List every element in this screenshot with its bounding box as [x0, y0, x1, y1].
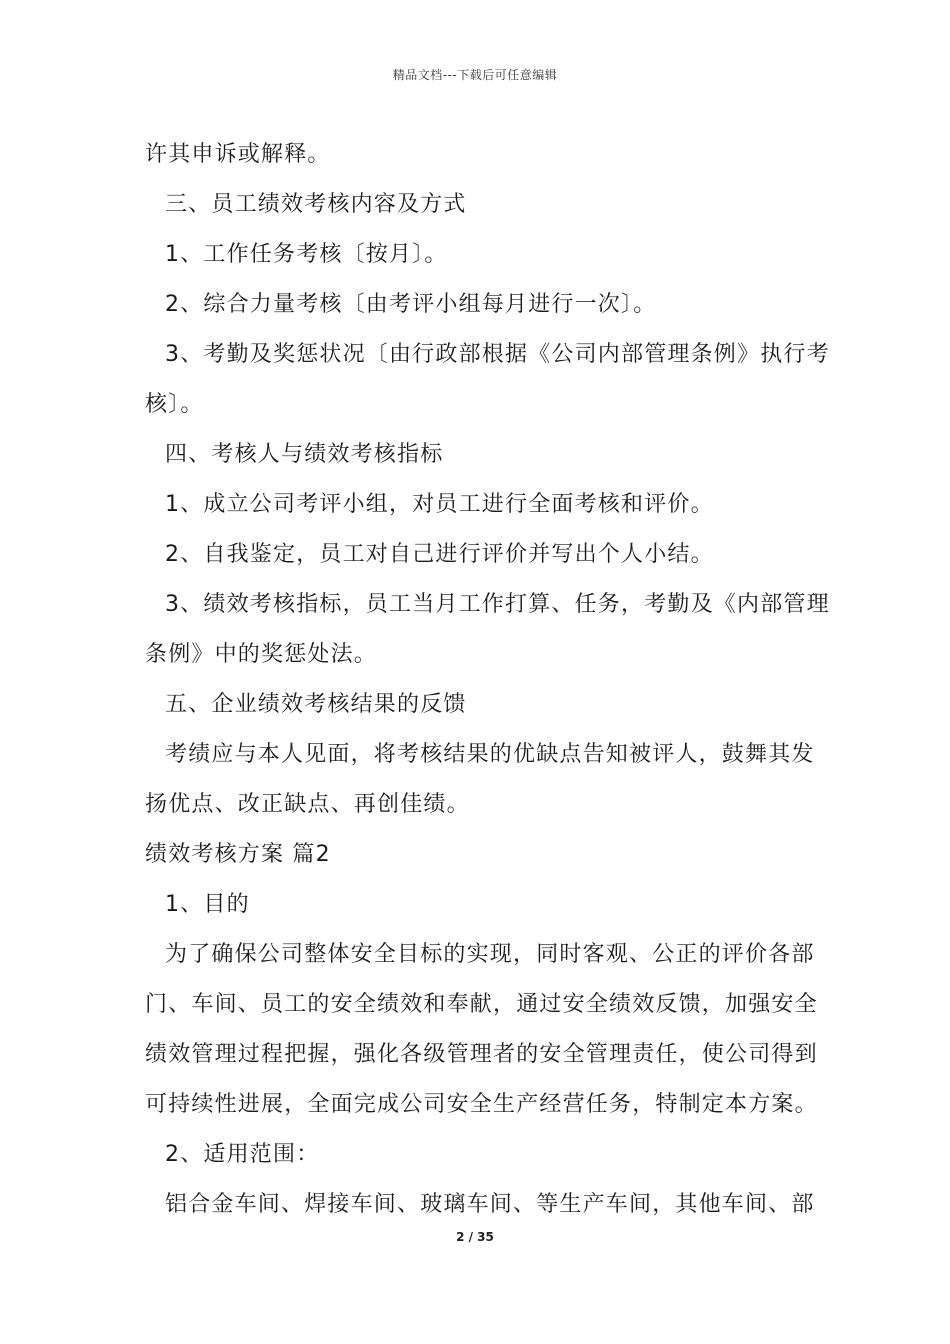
paragraph-line: 考绩应与本人见面，将考核结果的优缺点告知被评人，鼓舞其发 [165, 742, 815, 767]
body-line: 门、车间、员工的安全绩效和奉献，通过安全绩效反馈，加强安全 [145, 992, 818, 1017]
paragraph-line: 为了确保公司整体安全目标的实现，同时客观、公正的评价各部 [165, 942, 815, 967]
body-line: 绩效管理过程把握，强化各级管理者的安全管理责任，使公司得到 [145, 1042, 818, 1067]
body-line: 扬优点、改正缺点、再创佳绩。 [145, 792, 470, 817]
page-header: 精品文档---下载后可任意编辑 [392, 68, 558, 82]
document-body [145, 130, 830, 1230]
list-item: 1、成立公司考评小组，对员工进行全面考核和评价。 [165, 492, 714, 517]
paragraph-line: 铝合金车间、焊接车间、玻璃车间、等生产车间，其他车间、部 [165, 1192, 815, 1217]
body-line: 许其申诉或解释。 [145, 142, 331, 167]
list-item: 3、考勤及奖惩状况〔由行政部根据《公司内部管理条例》执行考 [165, 342, 830, 367]
body-line: 条例》中的奖惩处法。 [145, 642, 378, 667]
list-item: 1、工作任务考核〔按月〕。 [165, 242, 448, 267]
list-item: 2、自我鉴定，员工对自己进行评价并写出个人小结。 [165, 542, 714, 567]
section-heading: 五、企业绩效考核结果的反馈 [165, 692, 467, 717]
list-item: 3、绩效考核指标，员工当月工作打算、任务，考勤及《内部管理 [165, 592, 830, 617]
chapter-title: 绩效考核方案 篇2 [145, 842, 331, 867]
body-line: 可持续性进展，全面完成公司安全生产经营任务，特制定本方案。 [145, 1092, 818, 1117]
section-heading: 三、员工绩效考核内容及方式 [165, 192, 467, 217]
section-heading: 1、目的 [165, 892, 250, 917]
page-number: 2 / 35 [456, 1230, 494, 1244]
section-heading: 四、考核人与绩效考核指标 [165, 442, 444, 467]
list-item: 2、综合力量考核〔由考评小组每月进行一次〕。 [165, 292, 657, 317]
section-heading: 2、适用范围： [165, 1142, 320, 1167]
body-line: 核〕。 [145, 392, 204, 417]
